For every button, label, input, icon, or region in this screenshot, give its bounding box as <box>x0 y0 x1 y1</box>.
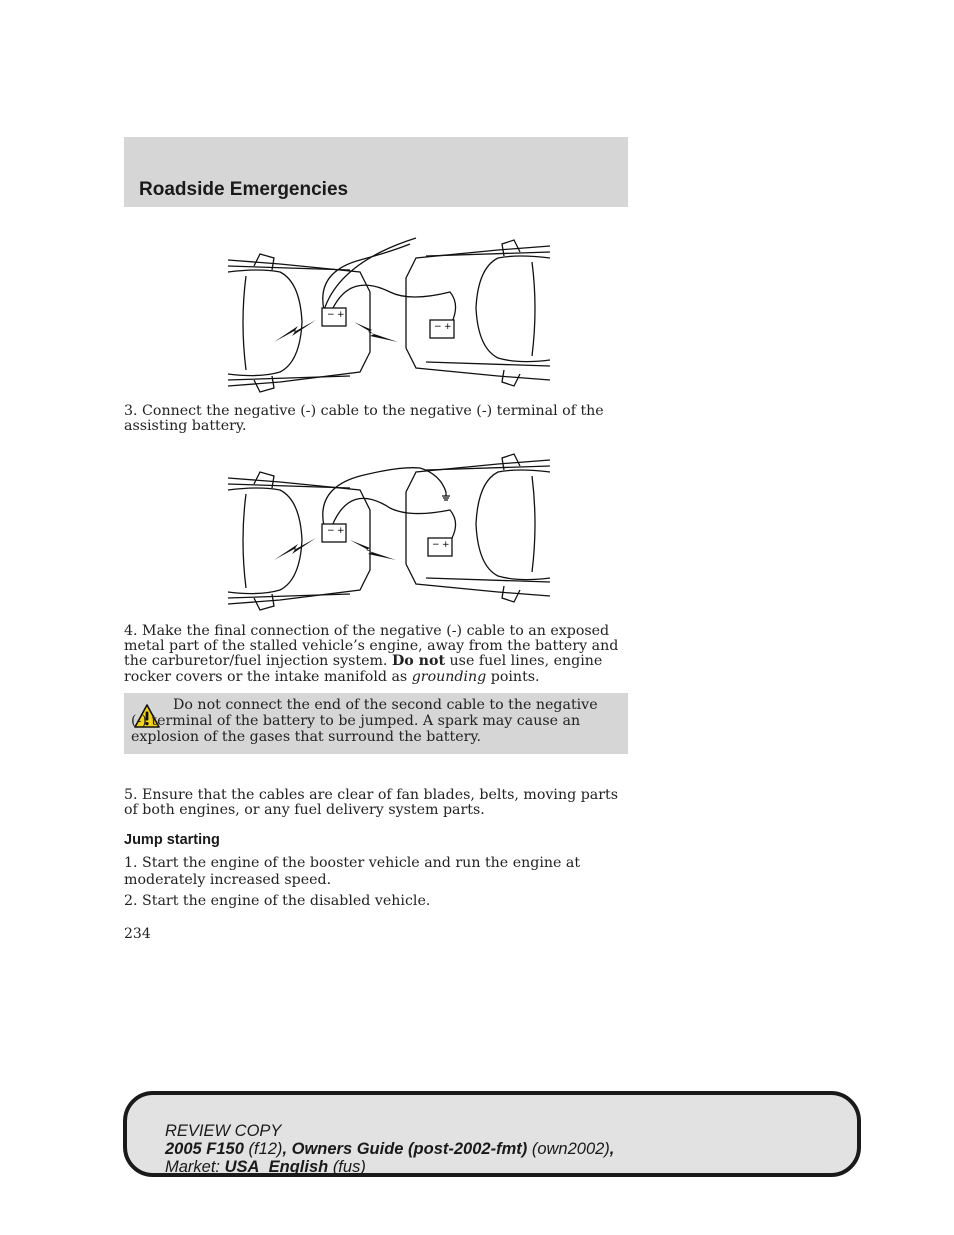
section-header-band <box>124 137 628 207</box>
battery-neg-label: − <box>327 526 335 536</box>
battery-pos-label: + <box>442 540 450 550</box>
warning-text: Do not connect the end of the second cable to the negative (-) terminal of the battery to be jumped. A spark may cause an explosion of the gases that surround the battery. <box>131 697 598 745</box>
footer-guide-code: (own2002) <box>531 1140 610 1158</box>
spark-bolt-icon <box>274 320 316 342</box>
battery-neg-label: − <box>432 540 440 550</box>
step-4-text <box>124 624 624 685</box>
battery-pos-label: + <box>337 526 345 536</box>
battery-neg-label: − <box>434 322 442 332</box>
footer-guide: Owners Guide (post-2002-fmt) <box>291 1140 528 1158</box>
step-4-part1: 4. Make the final connection of the negative (-) cable to an exposed metal part of the stalled vehicle’s engine, away from the battery and the carburetor/fuel injection system. <box>124 623 619 670</box>
spark-bolt-icon <box>354 322 398 342</box>
jump-start-diagram-step4 <box>220 452 560 614</box>
battery-pos-label: + <box>444 322 452 332</box>
footer-market-code: (fus) <box>332 1158 366 1176</box>
jump-step-2-text: 2. Start the engine of the disabled vehicle. <box>124 893 431 909</box>
review-copy-footer <box>123 1091 861 1177</box>
jump-start-diagram-step3 <box>220 232 560 394</box>
step-4-term: grounding <box>411 668 487 685</box>
battery-neg-label: − <box>327 310 335 320</box>
battery-pos-label: + <box>337 310 345 320</box>
step-4-emphasis: Do not <box>391 653 446 670</box>
spark-bolt-icon <box>350 540 396 560</box>
spark-bolt-icon <box>274 538 316 560</box>
footer-market-label: Market: <box>165 1158 221 1176</box>
jump-step-1-text: 1. Start the engine of the booster vehicle and run the engine at moderately increased speed. <box>124 855 581 888</box>
two-vehicles-cables-illustration <box>220 232 560 394</box>
jump-starting-heading: Jump starting <box>124 832 220 848</box>
step-3-text: 3. Connect the negative (-) cable to the negative (-) terminal of the assisting battery. <box>124 403 604 434</box>
footer-market: USA_English <box>224 1158 329 1176</box>
footer-line-2 <box>165 1140 614 1158</box>
footer-comma: , <box>609 1140 615 1158</box>
two-vehicles-ground-connection-illustration <box>220 452 560 614</box>
footer-model: 2005 F150 <box>165 1140 244 1158</box>
footer-model-code: (f12) <box>248 1140 283 1158</box>
footer-line-3 <box>165 1158 614 1176</box>
step-4-part3: points. <box>490 668 540 685</box>
footer-text <box>165 1122 614 1176</box>
page-number: 234 <box>124 926 151 942</box>
step-4-part2: use fuel lines, engine rocker covers or the intake manifold as <box>124 653 603 685</box>
warning-callout <box>124 693 628 754</box>
section-title: Roadside Emergencies <box>139 179 349 200</box>
review-copy-label: REVIEW COPY <box>165 1122 282 1140</box>
footer-guide-sep: , <box>282 1140 292 1158</box>
step-5-text: 5. Ensure that the cables are clear of fan blades, belts, moving parts of both engines, or any fuel delivery system parts. <box>124 787 618 818</box>
